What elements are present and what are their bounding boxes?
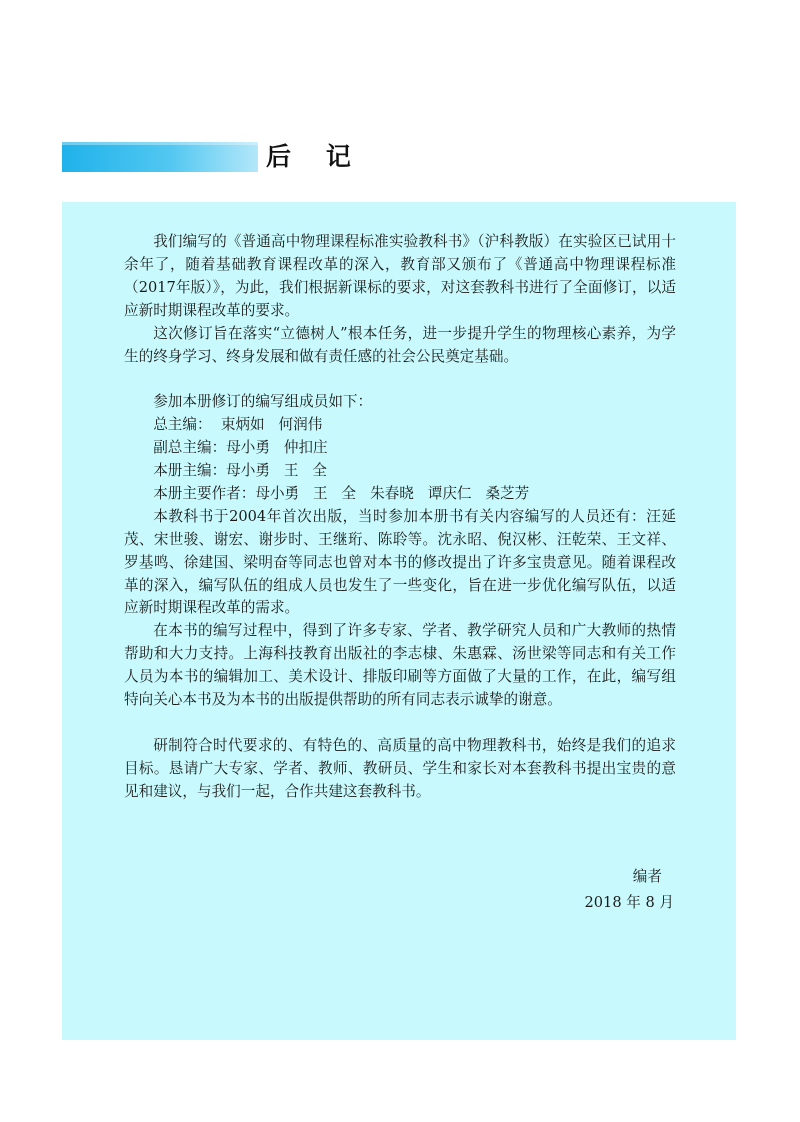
paragraph-closing: 研制符合时代要求的、有特色的、高质量的高中物理教科书，始终是我们的追求目标。恳请广大专家、学者、教师、教研员、学生和家长对本套教科书提出宝贵的意见和建议，与我们一起，合作共建这套教科书。 [124, 736, 676, 800]
members-intro: 参加本册修订的编写组成员如下： [153, 393, 373, 411]
paragraph-acknowledgements: 在本书的编写过程中，得到了许多专家、学者、教学研究人员和广大教师的热情帮助和大力支持。上海科技教育出版社的李志棣、朱惠霖、汤世梁等同志和有关工作人员为本书的编辑加工、美术设计、排版印刷等方面做了大量的工作，在此，编写组特向关心本书及为本书的出版提供帮助的所有同志表示诚挚的谢意。 [124, 622, 676, 709]
title-accent-bar [62, 142, 258, 172]
signature-author: 编者 [632, 868, 662, 885]
paragraph-history: 本教科书于2004年首次出版，当时参加本册书有关内容编写的人员还有：汪延茂、宋世骏、谢宏、谢步时、王继珩、陈聆等。沈永昭、倪汉彬、汪乾荣、王文祥、罗基鸣、徐建国、梁明奋等同志也曾对本书的修改提出了许多宝贵意见。随着课程改革的深入，编写队伍的组成人员也发生了一些变化，旨在进一步优化编写队伍，以适应新时期课程改革的需求。 [124, 507, 676, 617]
signature-block [584, 864, 674, 916]
member-line-deputy-chief-editor: 副总主编：母小勇 仲扣庄 [153, 439, 328, 457]
afterword-panel [62, 202, 736, 1040]
member-line-main-authors: 本册主要作者：母小勇 王 全 朱春晓 谭庆仁 桑芝芳 [153, 484, 530, 502]
signature-date: 2018 年 8 月 [584, 894, 674, 911]
member-line-volume-editor: 本册主编：母小勇 王 全 [153, 462, 327, 480]
paragraph-spacer [124, 368, 676, 391]
member-line-chief-editor: 总主编： 束炳如 何润伟 [153, 416, 323, 434]
paragraph-revision-background: 我们编写的《普通高中物理课程标准实验教科书》（沪科教版）在实验区已试用十余年了，随着基础教育课程改革的深入，教育部又颁布了《普通高中物理课程标准（2017年版）》，为此，我们根据新课标的要求，对这套教科书进行了全面修订，以适应新时期课程改革的要求。 [124, 233, 676, 319]
afterword-body [124, 231, 676, 804]
paragraph-revision-purpose: 这次修订旨在落实“立德树人”根本任务，进一步提升学生的物理核心素养，为学生的终身学习、终身发展和做有责任感的社会公民奠定基础。 [124, 324, 676, 365]
paragraph-spacer [124, 712, 676, 735]
page-title: 后 记 [266, 142, 351, 171]
